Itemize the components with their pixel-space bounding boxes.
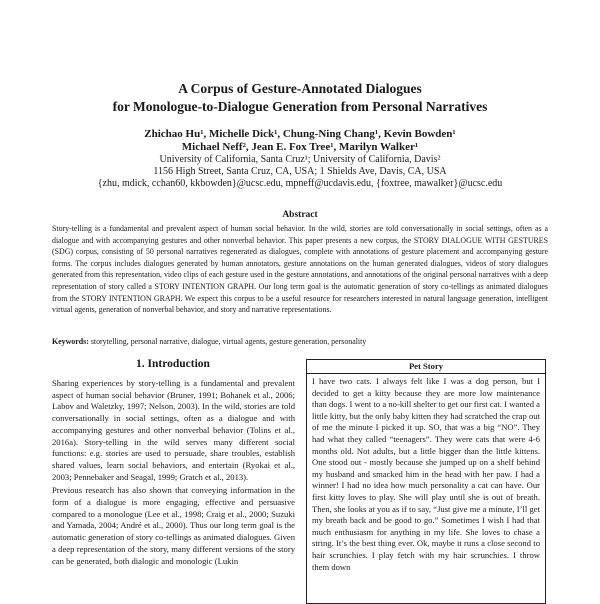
paper-title <box>0 80 600 116</box>
keywords <box>52 336 548 347</box>
abstract-heading: Abstract <box>282 210 318 220</box>
keywords-text: storytelling, personal narrative, dialogue, virtual agents, gesture generation, personality <box>90 337 367 346</box>
abstract-text: Story-telling is a fundamental and prevalent aspect of human social behavior. In the wild, stories are told conversationally in social settings, often as a dialogue and with accompanying gestures and other nonverbal behavior. This paper presents a new corpus, the STORY DIALOGUE WITH GESTURES (SDG) corpus, consisting of 50 personal narratives regenerated as dialogues, complete with annotations of gesture placement and accompanying gesture forms. The corpus includes dialogues generated by human annotators, gesture annotations on the human generated dialogues, videos of story dialogues generated from this representation, video clips of each gesture used in the gesture annotations, and annotations of the original personal narratives with a deep representation of story called a STORY INTENTION GRAPH. Our long term goal is the automatic generation of story co-tellings as animated dialogues from the STORY INTENTION GRAPH. We expect this corpus to be a useful resource for researchers interested in natural language generation, intelligent virtual agents, generation of nonverbal behavior, and story and narrative representations. <box>52 224 548 315</box>
intro-paragraph-2: Previous research has also shown that conveying information in the form of a dialogue is more engaging, effective and persuasive compared to a monologue (Lee et al., 1998; Craig et al., 2000; Suzuki and Yamada, 2004; André et al., 2000). Thus our long term goal is the automatic generation of story co-tellings as animated dialogues. Given a deep representation of the story, many different versions of the story can be generated, both dialogic and monologic (Lukin <box>52 485 295 566</box>
affiliation: University of California, Santa Cruz¹; University of California, Davis² <box>159 154 441 165</box>
address: 1156 High Street, Santa Cruz, CA, USA; 1 Shields Ave, Davis, CA, USA <box>153 166 447 177</box>
emails: {zhu, mdick, cchan60, kkbowden}@ucsc.edu, mpneff@ucdavis.edu, {foxtree, mawalker}@ucsc.edu <box>97 178 503 189</box>
section-heading-introduction: 1. Introduction <box>136 358 210 370</box>
authors-line-1: Zhichao Hu¹, Michelle Dick¹, Chung-Ning Chang¹, Kevin Bowden¹ <box>144 128 456 140</box>
authors-line-2: Michael Neff², Jean E. Fox Tree¹, Marilyn Walker¹ <box>181 141 419 153</box>
pet-story-title: Pet Story <box>307 360 545 374</box>
title-line-2: for Monologue-to-Dialogue Generation from Personal Narratives <box>112 99 488 114</box>
author-block <box>0 128 600 190</box>
intro-paragraph-1: Sharing experiences by story-telling is a fundamental and prevalent aspect of human social behavior (Bruner, 1991; Bohanek et al., 2006; Labov and Waletzky, 1997; Nelson, 2003). In the wild, stories are told conversationally in social settings, often as a dialogue and with accompanying gestures and other nonverbal behavior (Tolins et al., 2016a). Story-telling in the wild serves many different social functions: e.g. stories are used to persuade, share troubles, establish shared values, learn social behaviors, and entertain (Ryokai et al., 2003; Pennebaker and Seagal, 1999; Gratch et al., 2013). <box>52 378 295 482</box>
title-line-1: A Corpus of Gesture-Annotated Dialogues <box>178 81 422 96</box>
keywords-label: Keywords: <box>52 337 89 346</box>
pet-story-figure <box>306 359 546 604</box>
introduction-column <box>52 378 295 600</box>
pet-story-text: I have two cats. I always felt like I was a dog person, but I decided to get a kitty because they are more low maintenance than dogs. I went to a no-kill shelter to get our first cat. I wanted a little kitty, but the only baby kitten they had scratched the crap out of me the minute I picked it up. SO, that was a big “NO”. They had what they called “teenagers”. They were cats that were 4-6 months old. Not adults, but a little bigger than the little kittens. One stood out - mostly because she jumped up on a shelf behind my husband and smacked him in the head with her paw. I had a winner! I had no idea how much personality a cat can have. Our first kitty loves to play. She will play until she is out of breath. Then, she looks at you as if to say, “Just give me a minute, I’ll get my breath back and be good to go.” Sometimes I wish I had that much enthusiasm for anything in my life. She loves to chase a string. It’s the best thing ever. Ok, maybe it runs a close second to hair scrunchies. I play fetch with my hair scrunchies. I throw them down <box>312 376 540 572</box>
